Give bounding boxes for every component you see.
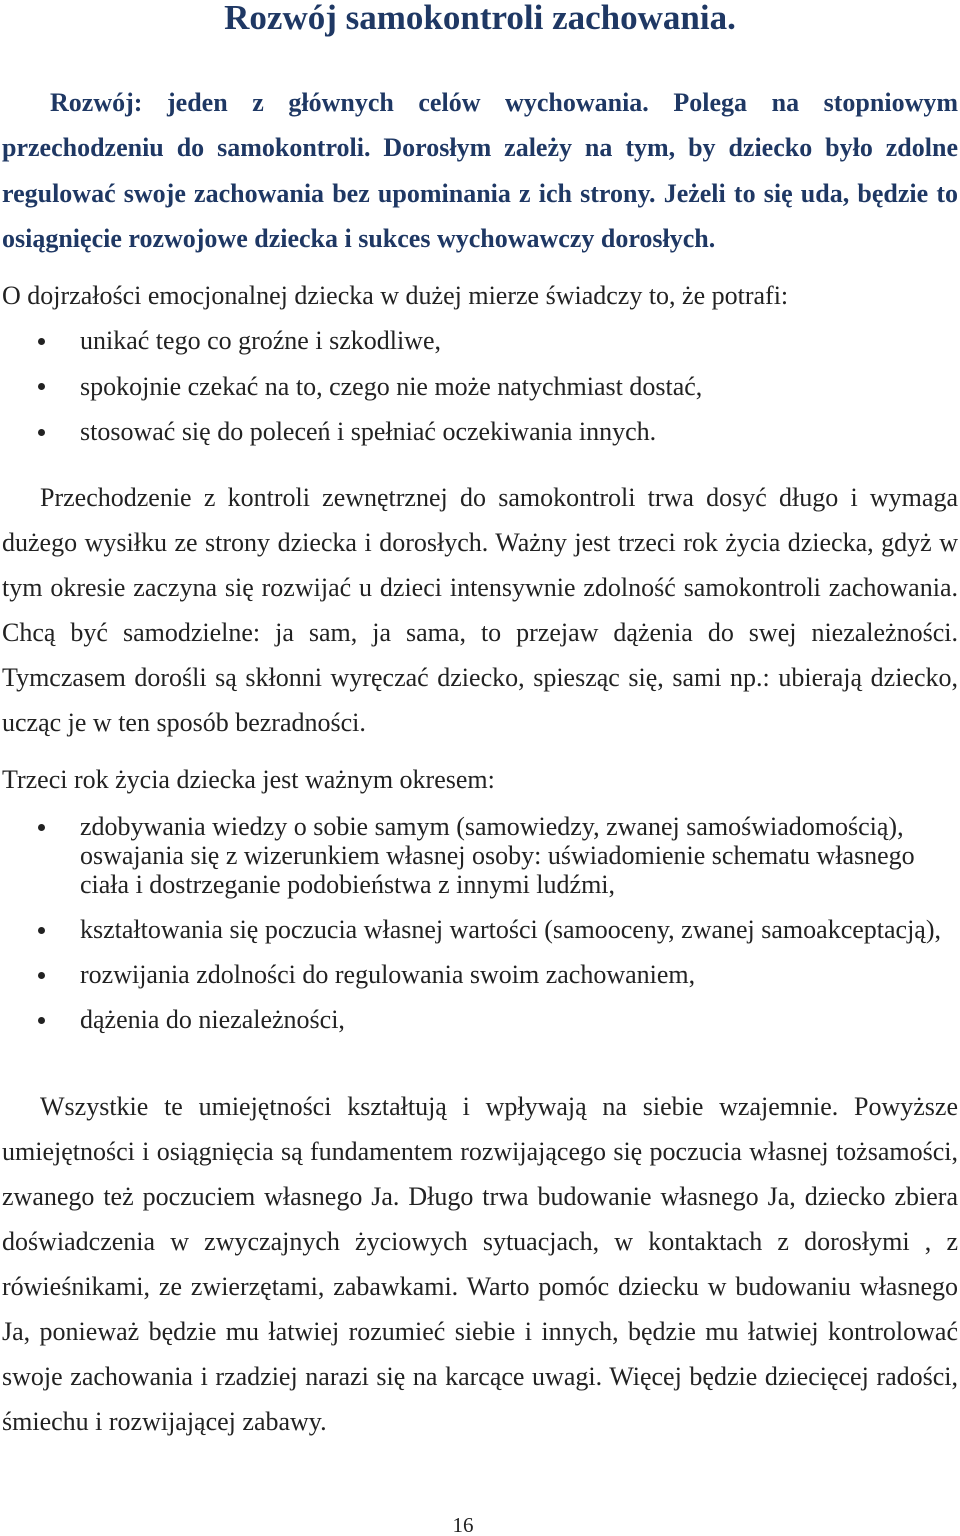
list-item-text: spokojnie czekać na to, czego nie może natychmiast dostać, xyxy=(80,371,703,401)
paragraph-line: przechodzeniu do samokontroli. Dorosłym zależy na tym, by dziecko było zdolne xyxy=(2,133,958,163)
list-item-text: dążenia do niezależności, xyxy=(80,1005,345,1034)
list-item-text: rozwijania zdolności do regulowania swoim zachowaniem, xyxy=(80,960,696,989)
maturity-paragraph xyxy=(2,273,958,318)
bullet-icon xyxy=(38,824,45,831)
transition-paragraph xyxy=(2,475,958,745)
third-year-list xyxy=(2,812,958,1050)
paragraph-line: ucząc je w ten sposób bezradności. xyxy=(2,708,366,737)
bullet-icon xyxy=(38,338,45,345)
paragraph-line: osiągnięcie rozwojowe dziecka i sukces wychowawczy dorosłych. xyxy=(2,223,716,253)
paragraph-line: Chcą być samodzielne: ja sam, ja sama, to przejaw dążenia do swej niezależności. xyxy=(2,618,958,647)
paragraph-line: doświadczenia w zwyczajnych życiowych sytuacjach, w kontaktach z dorosłymi , z xyxy=(2,1227,958,1256)
third-year-lead: Trzeci rok życia dziecka jest ważnym okresem: xyxy=(2,765,495,794)
list-item-text: zdobywania wiedzy o sobie samym (samowiedzy, zwanej samoświadomością), xyxy=(80,812,904,841)
bullet-icon xyxy=(38,383,45,390)
list-item xyxy=(2,915,958,944)
paragraph-line: Wszystkie te umiejętności kształtują i wpływają na siebie wzajemnie. Powyższe xyxy=(40,1092,958,1121)
list-item-text: kształtowania się poczucia własnej wartości (samooceny, zwanej samoakceptacją), xyxy=(80,915,941,944)
third-year-paragraph xyxy=(2,757,958,802)
page-number: 16 xyxy=(452,1513,474,1536)
list-item-text: stosować się do poleceń i spełniać oczekiwania innych. xyxy=(80,417,657,446)
list-item xyxy=(2,409,958,455)
paragraph-line: Rozwój: jeden z głównych celów wychowania. Polega na stopniowym xyxy=(50,88,958,117)
intro-paragraph xyxy=(2,80,958,261)
bullet-icon xyxy=(38,927,45,934)
list-item xyxy=(2,1005,958,1034)
list-item xyxy=(2,364,958,410)
list-item-text: ciała i dostrzeganie podobieństwa z innymi ludźmi, xyxy=(80,870,616,899)
list-item xyxy=(2,812,958,899)
maturity-list xyxy=(2,318,958,455)
paragraph-line: zwanego też poczuciem własnego Ja. Długo trwa budowanie własnego Ja, dziecko zbiera xyxy=(2,1182,958,1211)
list-item-text: oswajania się z wizerunkiem własnej osoby: uświadomienie schematu własnego xyxy=(80,841,915,870)
bullet-icon xyxy=(38,972,45,979)
paragraph-line: dużego wysiłku ze strony dziecka i dorosłych. Ważny jest trzeci rok życia dziecka, gdyż w xyxy=(2,528,958,557)
list-item xyxy=(2,318,958,364)
paragraph-line: rówieśnikami, ze zwierzętami, zabawkami. Warto pomóc dziecku w budowaniu własnego xyxy=(2,1272,958,1301)
maturity-lead: O dojrzałości emocjonalnej dziecka w dużej mierze świadczy to, że potrafi: xyxy=(2,281,789,310)
bullet-icon xyxy=(38,1017,45,1024)
paragraph-line: śmiechu i rozwijającej zabawy. xyxy=(2,1407,327,1436)
paragraph-line: swoje zachowania i rzadziej narazi się na karcące uwagi. Więcej będzie dziecięcej radości, xyxy=(2,1362,958,1391)
bullet-icon xyxy=(38,429,45,436)
conclusion-paragraph xyxy=(2,1084,958,1444)
page-title: Rozwój samokontroli zachowania. xyxy=(224,0,736,37)
paragraph-line: Ja, ponieważ będzie mu łatwiej rozumieć siebie i innych, będzie mu łatwiej kontrolować xyxy=(2,1317,958,1346)
list-item xyxy=(2,960,958,989)
paragraph-line: Tymczasem dorośli są skłonni wyręczać dziecko, spiesząc się, sami np.: ubierają dziecko, xyxy=(2,663,958,692)
list-item-text: unikać tego co groźne i szkodliwe, xyxy=(80,326,441,355)
paragraph-line: regulować swoje zachowania bez upominania z ich strony. Jeżeli to się uda, będzie to xyxy=(2,178,958,208)
paragraph-line: umiejętności i osiągnięcia są fundamentem rozwijającego się poczucia własnej tożsamości, xyxy=(2,1137,958,1166)
paragraph-line: tym okresie zaczyna się rozwijać u dzieci intensywnie zdolność samokontroli zachowania. xyxy=(2,573,958,602)
paragraph-line: Przechodzenie z kontroli zewnętrznej do samokontroli trwa dosyć długo i wymaga xyxy=(40,483,958,512)
